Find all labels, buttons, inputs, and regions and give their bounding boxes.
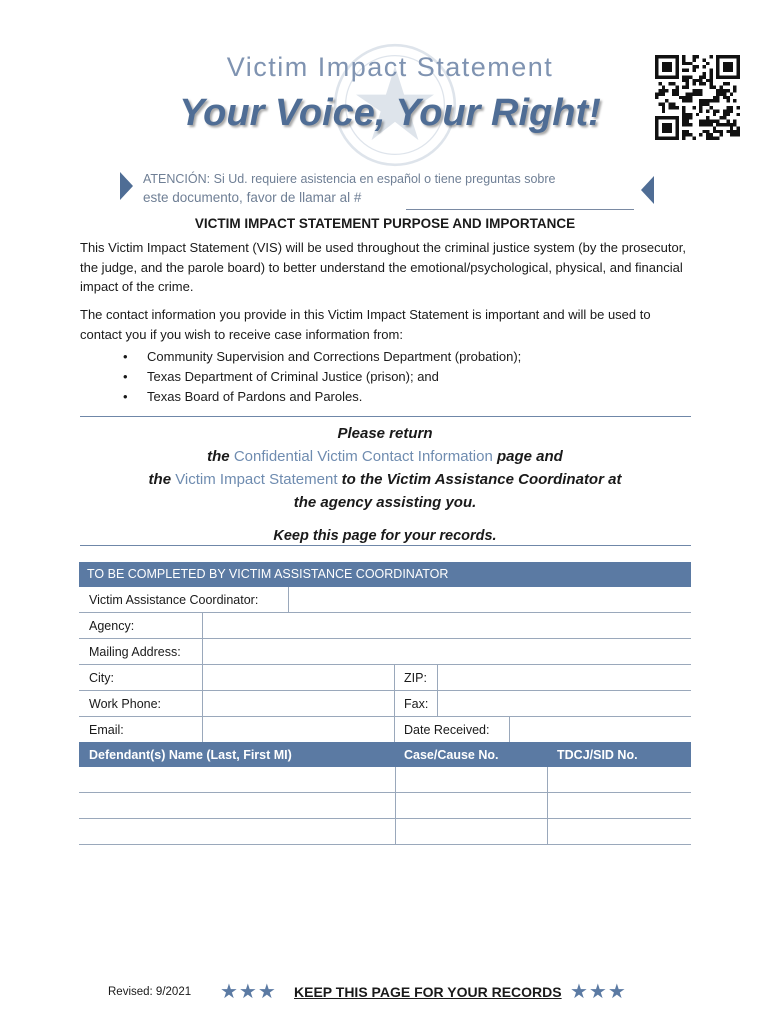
star-icon: ★★★ bbox=[220, 981, 277, 1003]
table-row bbox=[79, 793, 691, 819]
footer-keep-records: KEEP THIS PAGE FOR YOUR RECORDS bbox=[294, 984, 562, 1000]
purpose-paragraph-1: This Victim Impact Statement (VIS) will be used throughout the criminal justice system (by the prosecutor, the judge, and the parole board) to better understand the emotional/psychological, physical, and financial impact of the crime. bbox=[80, 240, 686, 294]
zip-field[interactable] bbox=[438, 665, 691, 690]
agency-list bbox=[120, 347, 521, 407]
mailing-address-row bbox=[79, 639, 691, 665]
email-label: Email: bbox=[89, 723, 124, 737]
date-received-field[interactable] bbox=[510, 717, 691, 742]
triangle-right-icon bbox=[120, 172, 133, 200]
column-header-tdcj-sid: TDCJ/SID No. bbox=[557, 748, 638, 762]
agency-field[interactable] bbox=[203, 613, 691, 638]
list-item: • Texas Board of Pardons and Paroles. bbox=[120, 387, 521, 407]
list-item: • Texas Department of Criminal Justice (prison); and bbox=[120, 367, 521, 387]
defendant-name-cell[interactable] bbox=[79, 819, 394, 844]
agency-label: Agency: bbox=[89, 619, 135, 633]
table-row bbox=[79, 767, 691, 793]
coordinator-row bbox=[79, 587, 691, 613]
phone-fax-row bbox=[79, 691, 691, 717]
date-received-label: Date Received: bbox=[404, 723, 490, 737]
city-zip-row bbox=[79, 665, 691, 691]
document-subtitle: Your Voice, Your Right! bbox=[179, 92, 601, 134]
spanish-notice-line-1: ATENCIÓN: Si Ud. requiere asistencia en español o tiene preguntas sobre bbox=[143, 172, 556, 186]
divider bbox=[80, 416, 691, 417]
tdcj-sid-cell[interactable] bbox=[548, 819, 691, 844]
qr-code-icon bbox=[655, 55, 740, 140]
coordinator-form bbox=[79, 562, 691, 845]
work-phone-field[interactable] bbox=[203, 691, 393, 716]
keep-records-note: Keep this page for your records. bbox=[273, 528, 497, 544]
spanish-notice-line-2: este documento, favor de llamar al # bbox=[143, 190, 362, 205]
zip-label: ZIP: bbox=[404, 671, 427, 685]
email-date-row bbox=[79, 717, 691, 742]
mailing-address-label: Mailing Address: bbox=[89, 645, 181, 659]
table-row bbox=[79, 819, 691, 845]
return-instructions bbox=[80, 422, 690, 514]
form-header: TO BE COMPLETED BY VICTIM ASSISTANCE COORDINATOR bbox=[79, 562, 691, 587]
fax-label: Fax: bbox=[404, 697, 429, 711]
phone-number-blank[interactable] bbox=[406, 209, 634, 210]
column-header-defendant-name: Defendant(s) Name (Last, First MI) bbox=[89, 748, 292, 762]
purpose-paragraph-2: The contact information you provide in this Victim Impact Statement is important and will be used to contact you if you wish to receive case information from: bbox=[80, 307, 651, 342]
victim-impact-statement-highlight: Victim Impact Statement bbox=[175, 471, 338, 488]
coordinator-field[interactable] bbox=[289, 587, 691, 612]
case-no-cell[interactable] bbox=[396, 819, 546, 844]
tdcj-sid-cell[interactable] bbox=[548, 767, 691, 792]
defendant-table-header bbox=[79, 742, 691, 767]
column-header-case-no: Case/Cause No. bbox=[404, 748, 499, 762]
defendant-name-cell[interactable] bbox=[79, 793, 394, 818]
city-label: City: bbox=[89, 671, 114, 685]
purpose-heading: VICTIM IMPACT STATEMENT PURPOSE AND IMPORTANCE bbox=[194, 216, 576, 231]
revision-date: Revised: 9/2021 bbox=[108, 986, 192, 998]
list-item: • Community Supervision and Corrections Department (probation); bbox=[120, 347, 521, 367]
agency-row bbox=[79, 613, 691, 639]
star-icon: ★★★ bbox=[570, 981, 627, 1003]
return-line-2: the Confidential Victim Contact Information page and bbox=[207, 448, 563, 465]
work-phone-label: Work Phone: bbox=[89, 697, 162, 711]
defendant-name-cell[interactable] bbox=[79, 767, 394, 792]
return-line-4: the agency assisting you. bbox=[293, 494, 477, 511]
coordinator-label: Victim Assistance Coordinator: bbox=[89, 593, 259, 607]
confidential-contact-info-highlight: Confidential Victim Contact Information bbox=[233, 448, 493, 465]
document-title: Victim Impact Statement bbox=[226, 52, 554, 82]
triangle-left-icon bbox=[641, 176, 654, 204]
case-no-cell[interactable] bbox=[396, 767, 546, 792]
return-line-3: the Victim Impact Statement to the Victim Assistance Coordinator at bbox=[148, 471, 622, 488]
mailing-address-field[interactable] bbox=[203, 639, 691, 664]
tdcj-sid-cell[interactable] bbox=[548, 793, 691, 818]
case-no-cell[interactable] bbox=[396, 793, 546, 818]
email-field[interactable] bbox=[203, 717, 393, 742]
return-line-1: Please return bbox=[337, 425, 433, 442]
divider bbox=[80, 545, 691, 546]
city-field[interactable] bbox=[203, 665, 393, 690]
fax-field[interactable] bbox=[438, 691, 691, 716]
